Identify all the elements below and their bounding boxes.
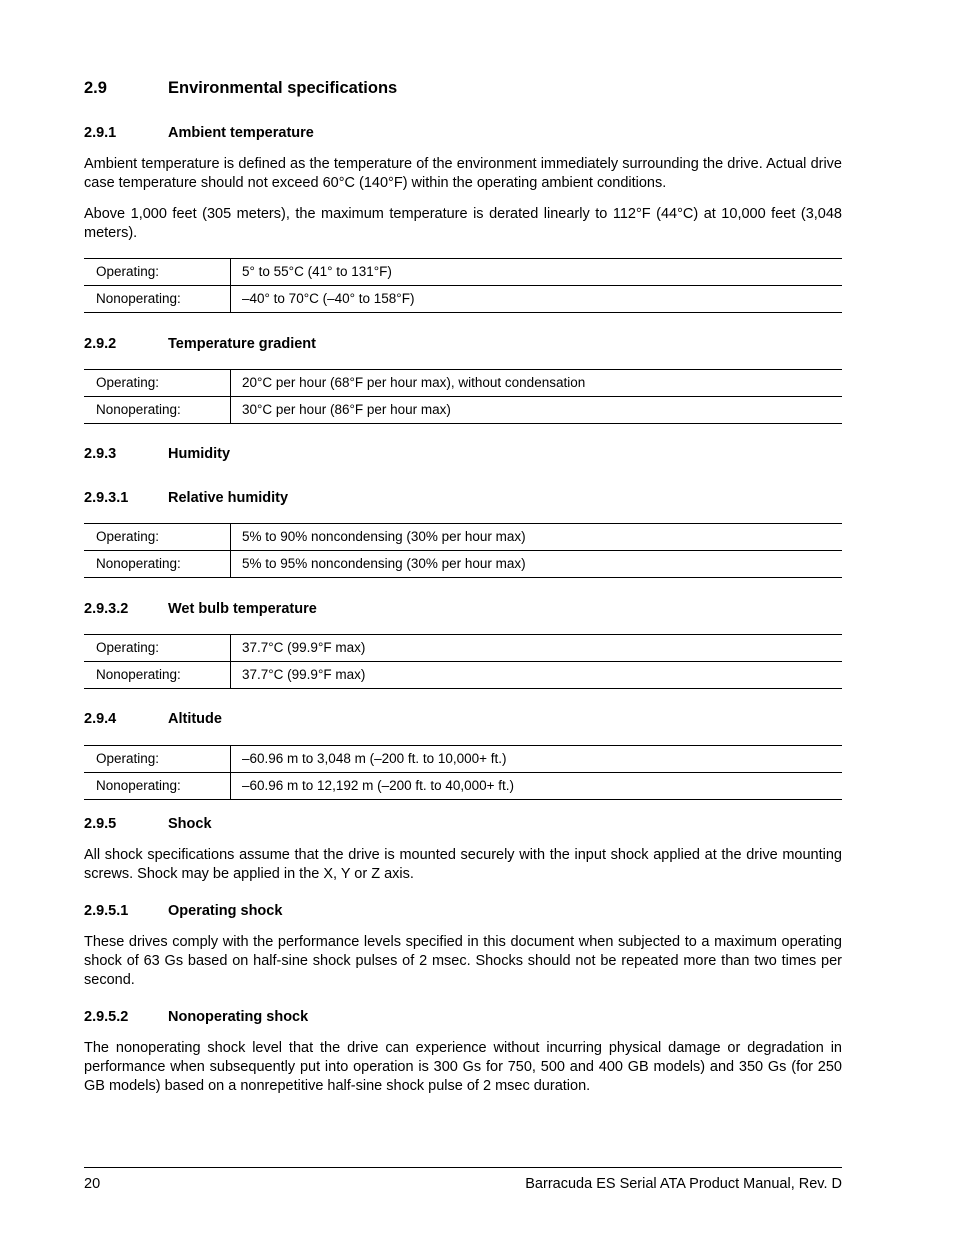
row-label: Nonoperating:: [96, 291, 181, 306]
row-label: Operating:: [96, 264, 160, 279]
section-title: Temperature gradient: [168, 336, 316, 352]
table-row: [84, 662, 842, 689]
row-value: –60.96 m to 3,048 m (–200 ft. to 10,000+ ft.): [242, 751, 507, 766]
nonoperating-shock-paragraph: The nonoperating shock level that the drive can experience without incurring physical damage or degradation in performance when subsequently put into operation is 300 Gs for 750, 500 and 400 GB models) and 350 Gs (for 250 GB models) based on a nonrepetitive half-sine shock pulse of 2 msec duration.: [84, 1040, 842, 1094]
section-number: 2.9.5.2: [84, 1009, 129, 1025]
table-row: [84, 551, 842, 578]
column-divider: [230, 370, 231, 396]
table-row: [84, 773, 842, 800]
row-label: Nonoperating:: [96, 778, 181, 793]
column-divider: [230, 551, 231, 577]
column-divider: [230, 662, 231, 688]
section-title: Nonoperating shock: [168, 1009, 309, 1025]
altitude-table: [84, 745, 842, 800]
temperature-gradient-table: [84, 369, 842, 424]
section-number: 2.9.2: [84, 336, 117, 352]
shock-paragraph: All shock specifications assume that the drive is mounted securely with the input shock applied at the drive mounting screws. Shock may be applied in the X, Y or Z axis.: [84, 847, 842, 882]
footer-rule: [84, 1167, 842, 1168]
ambient-temperature-paragraph-1: Ambient temperature is defined as the temperature of the environment immediately surrounding the drive. Actual drive case temperature should not exceed 60°C (140°F) within the operating ambient conditions.: [84, 156, 842, 191]
section-number: 2.9.3.2: [84, 601, 129, 617]
column-divider: [230, 286, 231, 312]
table-row: [84, 286, 842, 313]
row-label: Operating:: [96, 751, 160, 766]
row-label: Operating:: [96, 529, 160, 544]
section-number: 2.9.3.1: [84, 490, 129, 506]
row-value: 20°C per hour (68°F per hour max), without condensation: [242, 375, 586, 390]
table-row: [84, 369, 842, 397]
operating-shock-paragraph: These drives comply with the performance levels specified in this document when subjected to a maximum operating shock of 63 Gs based on half-sine shock pulses of 2 msec. Shocks should not be repeated more than two times per second.: [84, 934, 842, 988]
table-row: [84, 745, 842, 773]
section-number: 2.9.4: [84, 711, 117, 727]
section-title: Operating shock: [168, 903, 283, 919]
column-divider: [230, 635, 231, 661]
column-divider: [230, 773, 231, 799]
ambient-temperature-paragraph-2: Above 1,000 feet (305 meters), the maximum temperature is derated linearly to 112°F (44°C) at 10,000 feet (3,048 meters).: [84, 206, 842, 241]
wet-bulb-temperature-table: [84, 634, 842, 689]
page-number: 20: [84, 1176, 101, 1192]
row-value: 5% to 95% noncondensing (30% per hour max): [242, 556, 526, 571]
column-divider: [230, 259, 231, 285]
table-row: [84, 258, 842, 286]
row-value: 37.7°C (99.9°F max): [242, 640, 366, 655]
footer-document-title: Barracuda ES Serial ATA Product Manual, Rev. D: [525, 1176, 842, 1192]
row-value: 5% to 90% noncondensing (30% per hour max): [242, 529, 526, 544]
row-label: Nonoperating:: [96, 402, 181, 417]
column-divider: [230, 746, 231, 772]
section-title: Altitude: [168, 711, 222, 727]
section-title: Relative humidity: [168, 490, 289, 506]
column-divider: [230, 397, 231, 423]
row-value: 5° to 55°C (41° to 131°F): [242, 264, 392, 279]
section-title: Wet bulb temperature: [168, 601, 317, 617]
row-label: Operating:: [96, 640, 160, 655]
relative-humidity-table: [84, 523, 842, 578]
section-number: 2.9.1: [84, 125, 117, 141]
column-divider: [230, 524, 231, 550]
row-value: 37.7°C (99.9°F max): [242, 667, 366, 682]
section-title: Environmental specifications: [168, 79, 398, 97]
ambient-temperature-table: [84, 258, 842, 313]
section-number: 2.9.5: [84, 816, 117, 832]
row-label: Operating:: [96, 375, 160, 390]
section-number: 2.9.5.1: [84, 903, 129, 919]
section-number: 2.9.3: [84, 446, 117, 462]
section-title: Shock: [168, 816, 212, 832]
section-title: Humidity: [168, 446, 231, 462]
section-title: Ambient temperature: [168, 125, 314, 141]
table-row: [84, 523, 842, 551]
table-row: [84, 397, 842, 424]
section-number: 2.9: [84, 79, 107, 97]
row-value: –60.96 m to 12,192 m (–200 ft. to 40,000+ ft.): [242, 778, 515, 793]
row-label: Nonoperating:: [96, 556, 181, 571]
row-value: –40° to 70°C (–40° to 158°F): [242, 291, 415, 306]
table-row: [84, 634, 842, 662]
row-label: Nonoperating:: [96, 667, 181, 682]
row-value: 30°C per hour (86°F per hour max): [242, 402, 451, 417]
